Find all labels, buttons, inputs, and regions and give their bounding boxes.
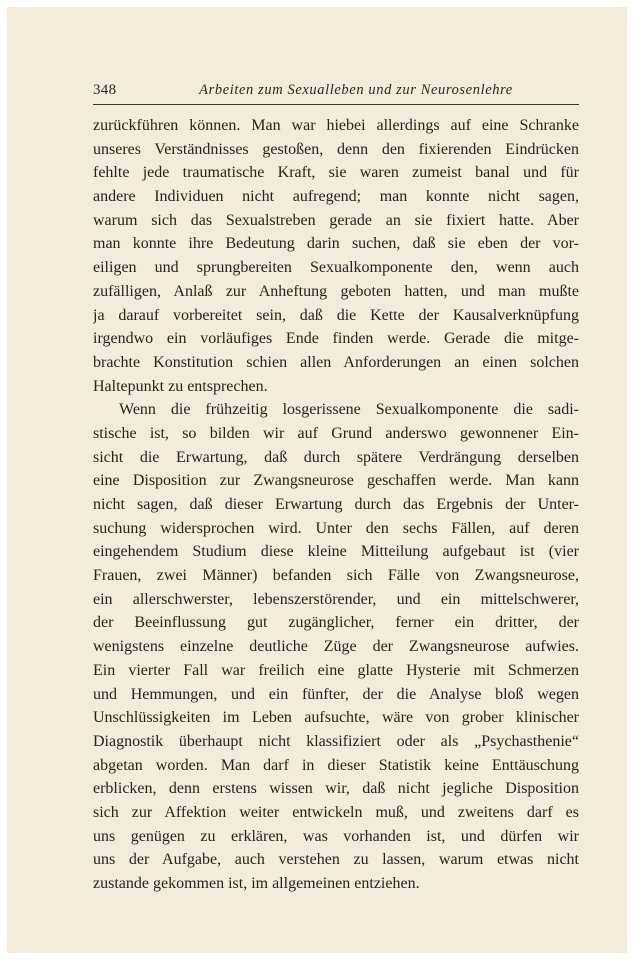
text-line: der Beeinflussung gut zugänglicher, ferner ein dritter, der xyxy=(93,614,579,632)
text-line: uns genügen zu erklären, was vorhanden ist, und dürfen wir xyxy=(93,827,579,845)
body-text xyxy=(93,114,579,896)
text-line: eiligen und sprungbereiten Sexualkomponente den, wenn auch xyxy=(93,259,579,277)
page-header xyxy=(93,82,579,104)
text-line: andere Individuen nicht aufregend; man konnte nicht sagen, xyxy=(93,188,579,206)
text-line: eingehendem Studium diese kleine Mitteilung aufgebaut ist (vier xyxy=(93,543,579,561)
text-line: suchung widersprochen wird. Unter den sechs Fällen, auf deren xyxy=(93,519,579,537)
text-line: warum sich das Sexualstreben gerade an sie fixiert hatte. Aber xyxy=(93,211,579,229)
text-line: und Hemmungen, und ein fünfter, der die Analyse bloß wegen xyxy=(93,685,579,703)
text-line: sich zur Affektion weiter entwickeln muß, und zweitens darf es xyxy=(93,803,579,821)
text-line: sicht die Erwartung, daß durch spätere Verdrängung derselben xyxy=(93,448,579,466)
text-line: zurückführen können. Man war hiebei allerdings auf eine Schranke xyxy=(93,117,579,134)
text-line: wenigstens einzelne deutliche Züge der Zwangsneurose aufwies. xyxy=(93,638,579,656)
page-number: 348 xyxy=(93,82,117,98)
text-line: Wenn die frühzeitig losgerissene Sexualkomponente die sadi- xyxy=(119,401,579,419)
text-line: uns der Aufgabe, auch verstehen zu lassen, warum etwas nicht xyxy=(93,851,579,869)
text-line: zufälligen, Anlaß zur Anheftung geboten hatten, und man mußte xyxy=(93,282,579,300)
text-line: irgendwo ein vorläufiges Ende finden werde. Gerade die mitge- xyxy=(93,330,579,348)
text-line: stische ist, so bilden wir auf Grund anderswo gewonnener Ein- xyxy=(93,424,579,442)
running-title: Arbeiten zum Sexualleben und zur Neurosenlehre xyxy=(199,82,513,98)
text-line: eine Disposition zur Zwangsneurose geschaffen werde. Man kann xyxy=(93,472,579,490)
text-line: Ein vierter Fall war freilich eine glatte Hysterie mit Schmerzen xyxy=(93,661,579,679)
paragraph xyxy=(93,114,579,398)
text-line: man konnte ihre Bedeutung darin suchen, daß sie eben der vor- xyxy=(93,235,579,253)
text-line: unseres Verständnisses gestoßen, denn den fixierenden Eindrücken xyxy=(93,140,579,158)
text-line: zustande gekommen ist, im allgemeinen entziehen. xyxy=(93,875,420,892)
text-line: Haltepunkt zu entsprechen. xyxy=(93,377,268,395)
text-line: Diagnostik überhaupt nicht klassifiziert oder als „Psychasthenie“ xyxy=(93,732,579,750)
text-line: nicht sagen, daß dieser Erwartung durch das Ergebnis der Unter- xyxy=(93,496,579,513)
text-line: Frauen, zwei Männer) befanden sich Fälle von Zwangsneurose, xyxy=(93,567,579,585)
text-line: erblicken, denn erstens wissen wir, daß nicht jegliche Disposition xyxy=(93,780,579,798)
text-line: ein allerschwerster, lebenszerstörender, und ein mittelschwerer, xyxy=(93,590,579,608)
text-line: abgetan worden. Man darf in dieser Statistik keine Enttäuschung xyxy=(93,756,579,774)
text-line: Unschlüssigkeiten im Leben aufsuchte, wäre von grober klinischer xyxy=(93,709,579,727)
text-line: ja darauf vorbereitet sein, daß die Kette der Kausalverknüpfung xyxy=(93,306,579,324)
paragraph xyxy=(93,398,579,895)
header-rule xyxy=(93,104,579,105)
text-line: fehlte jede traumatische Kraft, sie waren zumeist banal und für xyxy=(93,164,579,182)
text-line: brachte Konstitution schien allen Anforderungen an einen solchen xyxy=(93,353,579,371)
